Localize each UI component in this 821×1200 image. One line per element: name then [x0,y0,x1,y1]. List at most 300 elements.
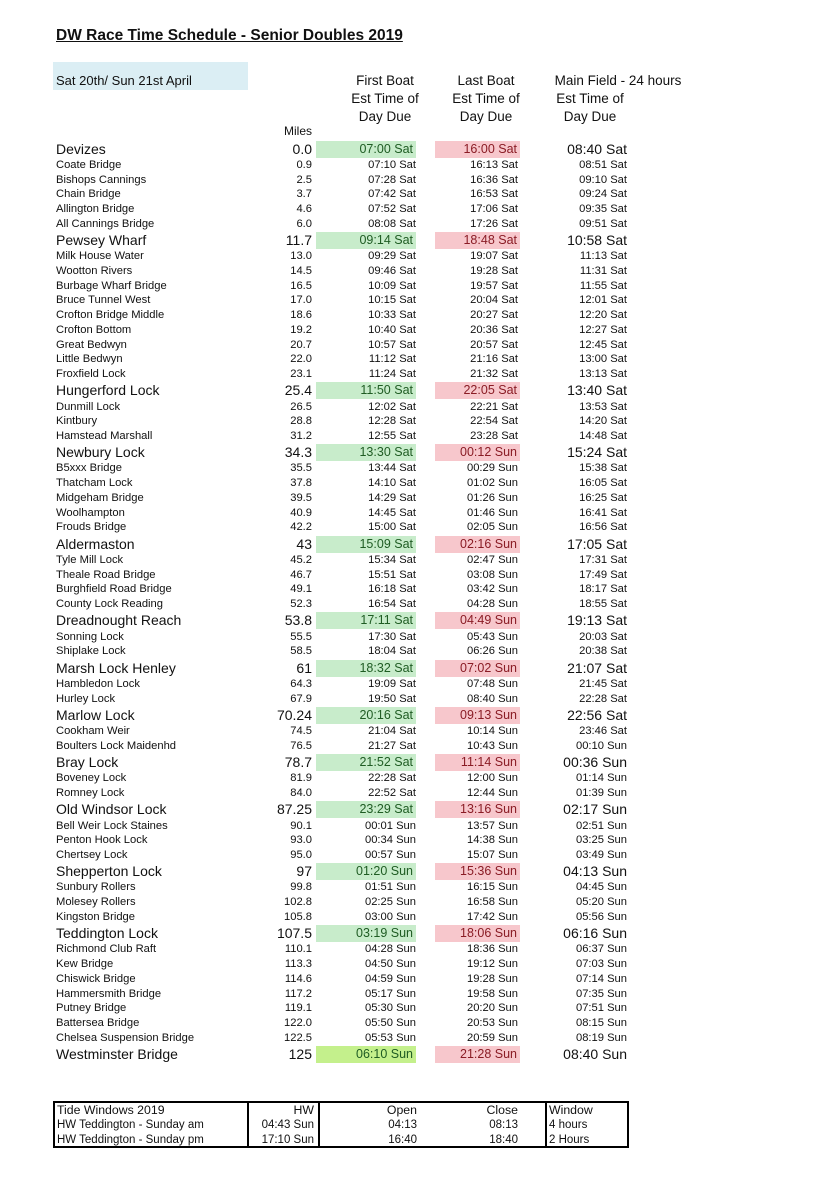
tide-row-close: 18:40 [489,1133,518,1146]
tide-row-label: HW Teddington - Sunday pm [57,1133,204,1146]
location-row [0,957,821,972]
miles-value: 46.7 [290,568,312,581]
main-field-time: 14:48 Sat [579,429,627,442]
last-boat-time: 20:59 Sun [466,1031,518,1044]
miles-value: 6.0 [296,217,312,230]
last-boat-time: 17:06 Sat [470,203,518,215]
main-field-time: 13:40 Sat [567,382,627,399]
location-name: Marsh Lock Henley [56,659,176,676]
first-boat-time: 19:09 Sat [368,677,416,690]
last-boat-time: 16:15 Sun [466,881,518,894]
miles-value: 74.5 [290,725,312,737]
location-row [0,187,821,202]
location-name: Hurley Lock [56,692,116,705]
location-row [0,724,821,739]
location-name: B5xxx Bridge [56,462,122,475]
last-boat-time: 01:02 Sun [466,477,518,490]
miles-value: 58.5 [290,645,312,658]
last-boat-header-line-2: Est Time of [452,91,520,106]
location-row [0,597,821,612]
last-boat-time: 20:57 Sat [470,338,518,351]
tide-header-close: Close [486,1103,518,1117]
miles-value: 20.7 [290,338,312,351]
last-boat-header-line-1: Last Boat [457,73,515,88]
miles-value: 90.1 [290,819,312,832]
location-row [0,520,821,535]
location-row [0,308,821,323]
miles-value: 78.7 [284,753,312,770]
first-boat-time: 22:52 Sat [368,787,416,799]
location-name: Hungerford Lock [56,382,160,399]
last-boat-time: 01:26 Sun [466,491,518,504]
location-name: Richmond Club Raft [56,943,157,956]
location-name: Little Bedwyn [56,353,123,366]
last-boat-time: 16:00 Sat [435,141,520,158]
main-field-time: 21:07 Sat [567,659,627,676]
location-row [0,367,821,382]
location-name: Old Windsor Lock [56,801,167,818]
last-boat-time: 19:28 Sat [470,264,518,277]
location-name: Hammersmith Bridge [56,987,162,1000]
main-field-time: 05:20 Sun [575,896,627,909]
location-name: Frouds Bridge [56,521,127,534]
last-boat-time: 09:13 Sun [435,707,520,724]
main-field-time: 16:05 Sat [579,477,627,490]
tide-windows-table [53,1101,629,1148]
first-boat-time: 10:15 Sat [368,294,416,307]
first-boat-time: 16:54 Sat [368,598,416,610]
main-field-time: 12:01 Sat [579,294,627,307]
first-boat-time: 15:00 Sat [368,521,416,534]
location-name: Penton Hook Lock [56,834,148,847]
location-name: Great Bedwyn [56,338,127,351]
tide-row [55,1133,627,1148]
miles-value: 93.0 [290,834,312,847]
first-boat-time: 13:44 Sat [368,462,416,475]
location-row [0,677,821,692]
location-name: Chain Bridge [56,188,121,201]
first-boat-time: 20:16 Sat [316,707,416,724]
main-field-time: 08:51 Sat [579,158,627,171]
location-name: Midgeham Bridge [56,491,144,504]
first-boat-time: 17:11 Sat [316,612,416,629]
last-boat-time: 17:26 Sat [470,217,518,230]
miles-value: 113.3 [284,958,312,971]
location-row [0,910,821,925]
last-boat-time: 18:48 Sat [435,232,520,249]
first-boat-time: 23:29 Sat [316,801,416,818]
miles-value: 19.2 [290,323,312,336]
main-field-time: 12:20 Sat [579,309,627,322]
first-boat-time: 01:51 Sun [364,881,416,894]
last-boat-time: 13:16 Sun [435,801,520,818]
miles-value: 16.5 [290,279,312,292]
first-boat-time: 17:30 Sat [368,630,416,643]
main-field-time: 17:49 Sat [579,568,627,581]
last-boat-time: 19:12 Sun [466,958,518,971]
location-row [0,323,821,338]
first-boat-time: 12:02 Sat [368,400,416,413]
miles-value: 2.5 [296,173,312,186]
first-boat-time: 09:14 Sat [316,232,416,249]
location-row [0,264,821,279]
tide-row-close: 08:13 [489,1119,518,1131]
location-row [0,476,821,491]
location-row [0,217,821,232]
last-boat-time: 04:49 Sun [435,612,520,629]
last-boat-time: 20:04 Sat [470,294,518,307]
first-boat-time: 10:09 Sat [368,279,416,292]
last-boat-time: 12:00 Sun [466,772,518,785]
location-row [0,158,821,173]
main-field-header-line-2: Est Time of [556,91,624,106]
first-boat-time: 01:20 Sun [316,863,416,880]
first-boat-time: 05:50 Sun [364,1017,416,1029]
location-name: Coate Bridge [56,158,122,171]
location-row [0,293,821,308]
miles-value: 105.8 [284,910,312,923]
main-field-time: 02:17 Sun [563,801,627,818]
location-row [0,414,821,429]
location-row [0,1031,821,1046]
last-boat-time: 02:47 Sun [466,553,518,566]
location-row [0,352,821,367]
first-boat-time: 13:30 Sat [316,444,416,461]
main-field-time: 09:24 Sat [579,188,627,201]
miles-value: 25.4 [284,382,312,399]
location-name: Dunmill Lock [56,400,121,413]
last-boat-time: 21:16 Sat [470,353,518,366]
first-boat-time: 14:45 Sat [368,506,416,519]
location-row [0,461,821,476]
last-boat-time: 22:05 Sat [435,382,520,399]
miles-value: 81.9 [290,772,312,785]
main-field-time: 06:37 Sun [575,943,627,956]
location-name: Shiplake Lock [56,645,126,658]
location-row [0,568,821,583]
first-boat-time: 04:59 Sun [364,972,416,985]
location-name: All Cannings Bridge [56,217,155,230]
location-row [0,692,821,707]
first-boat-time: 06:10 Sun [316,1046,416,1063]
miles-value: 34.3 [284,444,312,461]
last-boat-time: 19:57 Sat [470,279,518,292]
main-field-time: 00:10 Sun [575,739,627,752]
first-boat-time: 08:08 Sat [368,217,416,230]
location-name: Devizes [56,140,106,157]
location-name: Kingston Bridge [56,910,135,923]
tide-row-hw: 17:10 Sun [261,1133,314,1146]
checkpoint-row [0,863,821,880]
location-name: Chelsea Suspension Bridge [56,1031,195,1044]
checkpoint-row [0,707,821,724]
location-row [0,506,821,521]
location-name: Westminster Bridge [56,1045,178,1062]
checkpoint-row [0,754,821,771]
tide-header-window: Window [549,1103,593,1117]
first-boat-time: 09:29 Sat [368,250,416,263]
location-row [0,249,821,264]
location-name: Bruce Tunnel West [56,294,151,307]
main-field-time: 15:24 Sat [567,444,627,461]
location-row [0,771,821,786]
miles-value: 52.3 [290,598,312,610]
main-field-time: 22:28 Sat [579,692,627,705]
tide-title: Tide Windows 2019 [57,1103,165,1117]
miles-value: 107.5 [276,925,312,942]
first-boat-header [330,72,440,126]
miles-value: 22.0 [290,353,312,366]
main-field-time: 01:39 Sun [575,787,627,799]
miles-value: 87.25 [276,801,312,818]
first-boat-time: 07:42 Sat [368,188,416,201]
first-boat-time: 12:55 Sat [368,429,416,442]
main-field-time: 17:05 Sat [567,535,627,552]
miles-value: 31.2 [290,429,312,442]
main-field-header [538,72,698,126]
location-name: Pewsey Wharf [56,231,147,248]
location-name: Allington Bridge [56,203,135,215]
miles-value: 4.6 [296,203,312,215]
location-row [0,491,821,506]
first-boat-time: 21:04 Sat [368,725,416,737]
main-field-time: 03:49 Sun [575,848,627,861]
first-boat-time: 07:28 Sat [368,173,416,186]
main-field-time: 08:19 Sun [575,1031,627,1044]
last-boat-time: 19:58 Sun [466,987,518,1000]
miles-value: 49.1 [290,583,312,596]
first-boat-time: 04:28 Sun [364,943,416,956]
main-field-time: 08:40 Sat [567,140,627,157]
miles-value: 67.9 [290,692,312,705]
tide-row [55,1118,627,1133]
tide-header-row [55,1103,627,1118]
miles-value: 117.2 [284,987,312,1000]
miles-value: 97 [296,863,312,880]
last-boat-time: 08:40 Sun [466,692,518,705]
last-boat-time: 03:42 Sun [466,583,518,596]
main-field-time: 13:13 Sat [579,368,627,380]
checkpoint-row [0,382,821,399]
location-row [0,429,821,444]
last-boat-time: 03:08 Sun [466,568,518,581]
first-boat-time: 05:30 Sun [364,1002,416,1015]
last-boat-time: 16:36 Sat [470,173,518,186]
miles-value: 125 [288,1045,312,1062]
miles-value: 40.9 [290,506,312,519]
location-row [0,833,821,848]
location-name: Froxfield Lock [56,368,126,380]
last-boat-time: 15:36 Sun [435,863,520,880]
main-field-time: 02:51 Sun [575,819,627,832]
location-row [0,895,821,910]
location-name: Chiswick Bridge [56,972,136,985]
last-boat-time: 14:38 Sun [466,834,518,847]
location-name: Marlow Lock [56,706,135,723]
first-boat-time: 19:50 Sat [368,692,416,705]
main-field-time: 17:31 Sat [579,553,627,566]
first-boat-time: 18:32 Sat [316,660,416,677]
first-boat-time: 11:12 Sat [368,353,416,366]
miles-value: 3.7 [296,188,312,201]
main-field-time: 21:45 Sat [579,677,627,690]
miles-value: 122.5 [284,1031,312,1044]
location-name: Bell Weir Lock Staines [56,819,168,832]
main-field-time: 18:55 Sat [579,598,627,610]
location-name: Crofton Bridge Middle [56,309,165,322]
page-title: DW Race Time Schedule - Senior Doubles 2019 [56,27,403,44]
tide-header-hw: HW [293,1103,314,1117]
main-field-time: 05:56 Sun [575,910,627,923]
first-boat-time: 07:52 Sat [368,203,416,215]
location-row [0,942,821,957]
first-boat-time: 03:00 Sun [364,910,416,923]
first-boat-time: 15:51 Sat [368,568,416,581]
location-row [0,644,821,659]
location-row [0,880,821,895]
location-row [0,630,821,645]
main-field-time: 11:13 Sat [579,250,627,263]
location-name: Woolhampton [56,506,125,519]
tide-header-open: Open [386,1103,417,1117]
miles-value: 99.8 [290,881,312,894]
location-name: Boveney Lock [56,772,127,785]
checkpoint-row [0,232,821,249]
main-field-time: 14:20 Sat [579,415,627,428]
miles-value: 61 [296,659,312,676]
last-boat-time: 19:07 Sat [470,250,518,263]
main-field-time: 08:40 Sun [563,1045,627,1062]
miles-value: 35.5 [290,462,312,475]
last-boat-time: 18:36 Sun [466,943,518,956]
location-row [0,819,821,834]
miles-value: 114.6 [284,972,312,985]
location-name: Bray Lock [56,753,119,770]
last-boat-time: 01:46 Sun [466,506,518,519]
main-field-time: 16:41 Sat [579,506,627,519]
main-field-time: 12:27 Sat [579,323,627,336]
main-field-time: 19:13 Sat [567,612,627,629]
last-boat-time: 07:02 Sun [435,660,520,677]
location-name: Putney Bridge [56,1002,127,1015]
first-boat-time: 05:53 Sun [364,1031,416,1044]
last-boat-time: 12:44 Sun [466,787,518,799]
main-field-time: 11:55 Sat [579,279,627,292]
main-field-time: 08:15 Sun [575,1017,627,1029]
last-boat-time: 20:36 Sat [470,323,518,336]
first-boat-time: 21:27 Sat [368,739,416,752]
last-boat-time: 17:42 Sun [466,910,518,923]
checkpoint-row [0,536,821,553]
miles-value: 64.3 [290,677,312,690]
main-field-time: 09:51 Sat [579,217,627,230]
miles-value: 0.9 [296,158,312,171]
first-boat-time: 00:34 Sun [364,834,416,847]
location-name: Kintbury [56,415,98,428]
main-field-time: 18:17 Sat [579,583,627,596]
last-boat-time: 05:43 Sun [466,630,518,643]
location-name: Milk House Water [56,250,144,263]
first-boat-time: 16:18 Sat [368,583,416,596]
miles-value: 13.0 [290,250,312,263]
last-boat-time: 16:53 Sat [470,188,518,201]
main-field-header-line-3: Day Due [563,109,617,124]
main-field-time: 16:25 Sat [579,491,627,504]
tide-row-open: 16:40 [388,1133,417,1146]
last-boat-time: 10:43 Sun [466,739,518,752]
last-boat-time: 23:28 Sat [470,429,518,442]
miles-value: 39.5 [290,491,312,504]
miles-value: 55.5 [290,630,312,643]
location-row [0,279,821,294]
location-name: Boulters Lock Maidenhd [56,739,177,752]
last-boat-time: 19:28 Sun [466,972,518,985]
main-field-time: 00:36 Sun [563,753,627,770]
location-name: Molesey Rollers [56,896,136,909]
main-field-time: 04:45 Sun [575,881,627,894]
first-boat-time: 11:50 Sat [316,382,416,399]
first-boat-time: 15:34 Sat [368,553,416,566]
main-field-time: 01:14 Sun [575,772,627,785]
last-boat-header [431,72,541,126]
first-boat-time: 14:29 Sat [368,491,416,504]
miles-value: 11.7 [285,231,312,248]
location-name: Hamstead Marshall [56,429,153,442]
tide-row-hw: 04:43 Sun [261,1119,314,1131]
checkpoint-row [0,141,821,158]
first-boat-time: 09:46 Sat [368,264,416,277]
location-row [0,582,821,597]
first-boat-time: 14:10 Sat [368,477,416,490]
main-field-time: 12:45 Sat [579,338,627,351]
main-field-time: 07:14 Sun [575,972,627,985]
main-field-time: 04:13 Sun [563,863,627,880]
date-label: Sat 20th/ Sun 21st April [56,73,192,88]
main-field-time: 07:51 Sun [575,1002,627,1015]
miles-value: 95.0 [290,848,312,861]
last-boat-time: 02:16 Sun [435,536,520,553]
location-name: Wootton Rivers [56,264,133,277]
last-boat-time: 04:28 Sun [466,598,518,610]
first-boat-time: 11:24 Sat [368,368,416,380]
miles-header: Miles [283,124,312,138]
first-boat-time: 18:04 Sat [368,645,416,658]
first-boat-time: 02:25 Sun [364,896,416,909]
last-boat-time: 15:07 Sun [466,848,518,861]
tide-row-window: 2 Hours [549,1133,590,1146]
location-row [0,972,821,987]
last-boat-time: 06:26 Sun [466,645,518,658]
checkpoint-row [0,801,821,818]
main-field-time: 13:53 Sat [579,400,627,413]
last-boat-time: 11:14 Sun [435,754,520,771]
location-name: Thatcham Lock [56,477,133,490]
main-field-time: 22:56 Sat [567,706,627,723]
location-name: Shepperton Lock [56,863,162,880]
location-name: Hambledon Lock [56,677,140,690]
first-boat-time: 00:01 Sun [364,819,416,832]
first-boat-header-line-3: Day Due [358,109,412,124]
checkpoint-row [0,1046,821,1063]
location-name: Battersea Bridge [56,1017,140,1029]
miles-value: 102.8 [284,896,312,909]
miles-value: 84.0 [290,787,312,799]
miles-value: 122.0 [284,1017,312,1029]
miles-value: 37.8 [290,477,312,490]
location-name: Aldermaston [56,535,135,552]
main-field-header-line-1: Main Field - 24 hours [554,73,682,88]
miles-value: 76.5 [290,739,312,752]
